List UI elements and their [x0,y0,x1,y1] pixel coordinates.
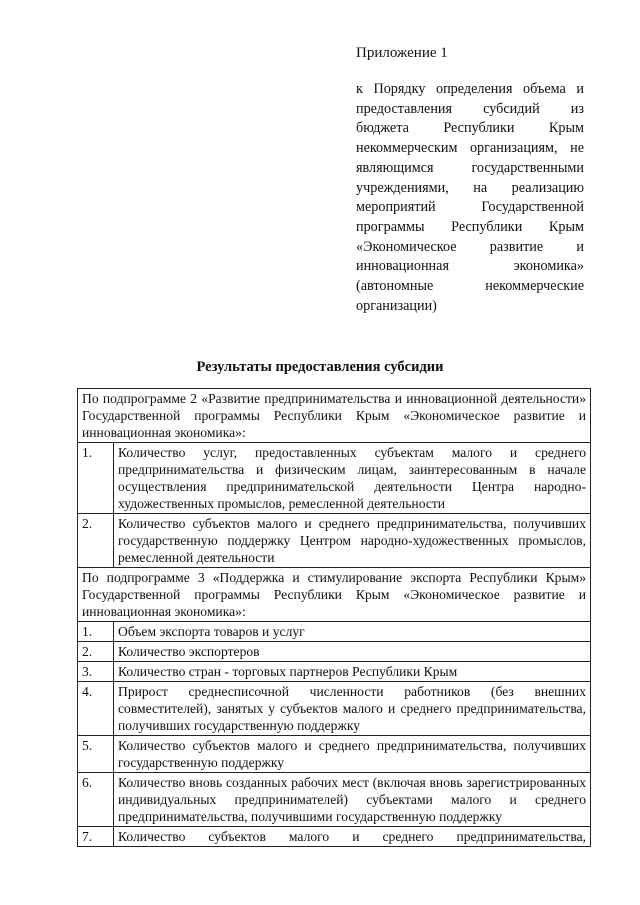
row-text [114,622,591,642]
row-number: 5. [78,736,114,773]
row-text-content: Количество услуг, предоставленных субъектам малого и среднего предпринимательства и физическим лицам, заинтересованным в начале осуществления предпринимательской деятельности Центра народно-художественных промыслов, ремесленной деятельности [118,445,586,511]
appendix-line: являющимся государственными [356,159,584,176]
row-number: 4. [78,682,114,736]
appendix-line: мероприятий Государственной [356,199,584,216]
section-cell [78,568,591,622]
row-number: 3. [78,662,114,682]
appendix-line: к Порядку определения объема и [356,81,584,97]
section-text: По подпрограмме 2 «Развитие предпринимательства и инновационной деятельности» Государственной программы Республики Крым «Экономическое развитие и инновационная экономика»: [82,391,586,440]
row-text-content: Количество вновь созданных рабочих мест (включая вновь зарегистрированных индивидуальных предпринимателей) субъектами малого и среднего предпринимательства, получившими государственную поддержку [118,775,586,824]
row-text [114,662,591,682]
appendix-line: программы Республики Крым [356,218,584,235]
table-row [78,622,591,642]
table-row [78,682,591,736]
appendix-line: предоставления субсидий из [356,100,584,117]
row-text [114,443,591,514]
row-text [114,827,591,847]
row-text-content: Количество экспортеров [118,644,260,659]
table-row [78,662,591,682]
section-cell [78,389,591,443]
appendix-line: некоммерческим организациям, не [356,140,584,157]
table-row [78,642,591,662]
appendix-line: учреждениями, на реализацию [356,179,584,196]
row-number: 1. [78,443,114,514]
row-text-content: Количество стран - торговых партнеров Республики Крым [118,664,458,679]
row-text-content: Количество субъектов малого и среднего предпринимательства, получивших государственную поддержку [118,738,586,770]
row-number: 1. [78,622,114,642]
appendix-line: организации) [356,297,437,314]
row-text-content: Количество субъектов малого и среднего предпринимательства, [118,829,586,844]
row-text-content: Прирост среднесписочной численности работников (без внешних совместителей), занятых у субъектов малого и среднего предпринимательства, получивших государственную поддержку [118,684,586,733]
results-table [77,388,591,847]
appendix-line: бюджета Республики Крым [356,120,584,137]
table-row [78,443,591,514]
row-number: 2. [78,514,114,568]
row-number: 6. [78,773,114,827]
row-number: 2. [78,642,114,662]
section-text: По подпрограмме 3 «Поддержка и стимулирование экспорта Республики Крым» Государственной программы Республики Крым «Экономическое развитие и инновационная экономика»: [82,570,586,619]
table-row [78,514,591,568]
row-text [114,773,591,827]
section-row [78,568,591,622]
row-text [114,514,591,568]
appendix-title: Приложение 1 [356,45,448,61]
appendix-line: «Экономическое развитие и [356,238,584,255]
row-text [114,682,591,736]
row-text [114,736,591,773]
section-row [78,389,591,443]
appendix-line: инновационная экономика» [356,258,584,275]
table-row [78,773,591,827]
row-text-content: Объем экспорта товаров и услуг [118,624,305,639]
table-row [78,827,591,847]
document-heading: Результаты предоставления субсидии [196,359,444,375]
row-text [114,642,591,662]
table-row [78,736,591,773]
row-number: 7. [78,827,114,847]
row-text-content: Количество субъектов малого и среднего предпринимательства, получивших государственную поддержку Центром народно-художественных промыслов, ремесленной деятельности [118,516,586,565]
appendix-text [356,80,584,316]
appendix-line: (автономные некоммерческие [356,278,584,295]
